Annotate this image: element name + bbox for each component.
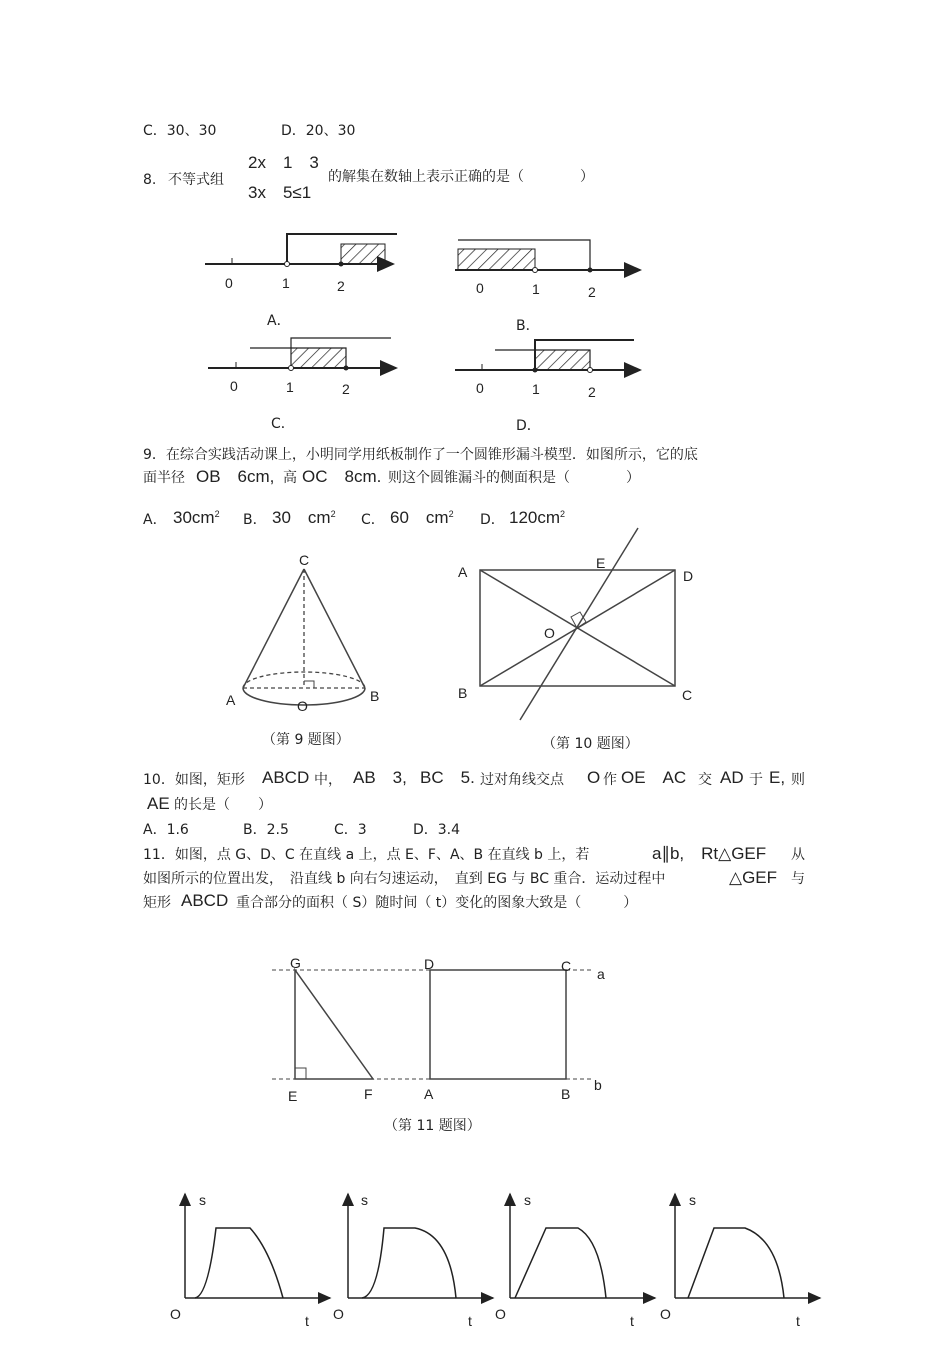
tick-b-0: 0 xyxy=(476,280,484,296)
q11-line2: 如图所示的位置出发， 沿直线 b 向右匀速运动， 直到 EG 与 BC 重合．运动过程中 xyxy=(143,871,666,887)
graph4-s: s xyxy=(689,1192,696,1208)
q11-label-e: E xyxy=(288,1088,298,1104)
q11-line2-end: 与 xyxy=(791,871,805,887)
q11-figure xyxy=(272,970,592,1079)
q9-option-c-label: C． xyxy=(361,512,385,528)
q10-rectangle-figure xyxy=(480,528,675,720)
q10-label-d: D xyxy=(683,568,694,584)
q11-line3-a: 矩形 xyxy=(143,895,171,911)
graph4-t: t xyxy=(796,1313,800,1329)
q10-line1-e: 交 xyxy=(698,772,712,788)
q9-label-b: B xyxy=(370,688,380,704)
tick-a-2: 2 xyxy=(337,278,345,294)
graph2-o: O xyxy=(333,1306,344,1322)
q10-line1-a: 10．如图，矩形 xyxy=(143,772,245,788)
tick-b-2: 2 xyxy=(588,284,596,300)
q9-ob: OB 6cm, xyxy=(196,467,275,486)
graph1-o: O xyxy=(170,1306,181,1322)
number-line-c xyxy=(208,338,396,371)
q11-triangle: △GEF xyxy=(729,868,778,887)
q11-graph-1 xyxy=(185,1194,330,1298)
q11-graph-2 xyxy=(348,1194,493,1298)
q8-lead: 不等式组 xyxy=(168,172,224,188)
q9-option-a-label: A． xyxy=(143,512,167,528)
q9-label-a: A xyxy=(226,692,236,708)
q8-question-tail: 的解集在数轴上表示正确的是（ ） xyxy=(328,169,594,185)
tick-d-2: 2 xyxy=(588,384,596,400)
q9-option-d-label: D． xyxy=(480,512,505,528)
q10-line1-d: 作 xyxy=(603,772,617,788)
q9-line2-b: 高 xyxy=(283,470,297,486)
q10-option-a: A．1.6 xyxy=(143,822,189,838)
tick-d-0: 0 xyxy=(476,380,484,396)
q8-option-d: D． xyxy=(516,418,541,434)
q10-line2: 的长是（ ） xyxy=(174,797,272,813)
q11-condition: a∥b, Rt△GEF xyxy=(652,844,767,863)
q10-ae: AE xyxy=(147,794,170,813)
q10-label-b: B xyxy=(458,685,468,701)
q9-option-c: 60 $cm^2$ xyxy=(390,508,454,527)
number-line-b xyxy=(455,240,640,273)
q11-label-line-b: b xyxy=(594,1077,602,1093)
q11-label-a: A xyxy=(424,1086,434,1102)
tick-a-1: 1 xyxy=(282,275,290,291)
q9-option-a: $30cm^2$ xyxy=(173,508,220,527)
q10-option-b: B．2.5 xyxy=(243,822,289,838)
q10-label-c: C xyxy=(682,687,693,703)
q11-label-line-a: a xyxy=(597,966,605,982)
q10-label-e: E xyxy=(596,555,606,571)
q8-number: 8. xyxy=(143,172,157,188)
q10-label-a: A xyxy=(458,564,468,580)
q9-option-b-label: B． xyxy=(243,512,267,528)
q9-oc: OC 8cm. xyxy=(302,467,382,486)
q10-label-o: O xyxy=(544,625,555,641)
q11-graph-3 xyxy=(510,1194,655,1298)
q8-option-c: C． xyxy=(271,416,295,432)
number-line-a xyxy=(205,234,397,267)
q8-option-a: A． xyxy=(267,313,291,329)
q11-label-g: G xyxy=(290,955,301,971)
q10-oe-ac: OE AC xyxy=(621,768,687,787)
q11-line3-b: 重合部分的面积（ S）随时间（ t）变化的图象大致是（ ） xyxy=(236,895,638,911)
q7-option-d: D．20、30 xyxy=(281,123,356,139)
tick-a-0: 0 xyxy=(225,275,233,291)
q11-label-f: F xyxy=(364,1086,373,1102)
q10-e: E, xyxy=(769,768,786,787)
tick-d-1: 1 xyxy=(532,381,540,397)
q10-bc: BC 5. xyxy=(420,768,475,787)
q10-option-d: D．3.4 xyxy=(413,822,461,838)
graph2-t: t xyxy=(468,1313,472,1329)
q9-option-b: 30 $cm^2$ xyxy=(272,508,336,527)
q9-option-d: $120cm^2$ xyxy=(509,508,566,527)
q11-label-d: D xyxy=(424,956,435,972)
q10-ad: AD xyxy=(720,768,744,787)
q10-line1-f: 于 xyxy=(749,772,763,788)
q10-abcd: ABCD xyxy=(262,768,310,787)
q9-label-c: C xyxy=(299,552,310,568)
q9-caption: （第 9 题图） xyxy=(262,732,350,748)
q11-line1: 11．如图，点 G、D、C 在直线 a 上，点 E、F、A、B 在直线 b 上，若 xyxy=(143,847,590,863)
q9-line1: 9．在综合实践活动课上，小明同学用纸板制作了一个圆锥形漏斗模型．如图所示，它的底 xyxy=(143,447,698,463)
q10-line1-g: 则 xyxy=(791,772,805,788)
q11-abcd: ABCD xyxy=(181,891,229,910)
q7-option-c: C．30、30 xyxy=(143,123,217,139)
q10-caption: （第 10 题图） xyxy=(542,736,639,752)
graph3-s: s xyxy=(524,1192,531,1208)
q10-line1-c: 过对角线交点 xyxy=(480,772,564,788)
graph3-o: O xyxy=(495,1306,506,1322)
graph2-s: s xyxy=(361,1192,368,1208)
q9-cone-figure xyxy=(243,569,365,705)
q9-label-o: O xyxy=(297,698,308,714)
number-line-d xyxy=(455,340,640,373)
q8-system-line1: 2x 1 3 xyxy=(248,153,319,172)
q9-line2-a: 面半径 xyxy=(143,470,185,486)
q8-option-b: B． xyxy=(516,318,540,334)
graph1-t: t xyxy=(305,1313,309,1329)
tick-c-0: 0 xyxy=(230,378,238,394)
q10-ab: AB 3, xyxy=(353,768,407,787)
graph4-o: O xyxy=(660,1306,671,1322)
q10-line1-b: 中， xyxy=(314,772,342,788)
graph3-t: t xyxy=(630,1313,634,1329)
q11-label-b: B xyxy=(561,1086,571,1102)
q11-label-c: C xyxy=(561,958,572,974)
tick-c-1: 1 xyxy=(286,379,294,395)
q9-line2-c: 则这个圆锥漏斗的侧面积是（ ） xyxy=(388,470,640,486)
q10-option-c: C．3 xyxy=(334,822,367,838)
q11-graph-4 xyxy=(675,1194,820,1298)
tick-b-1: 1 xyxy=(532,281,540,297)
q11-line1-end: 从 xyxy=(791,847,805,863)
q10-o: O xyxy=(587,768,601,787)
graph1-s: s xyxy=(199,1192,206,1208)
q8-system-line2: 3x 5≤1 xyxy=(248,183,312,202)
q11-caption: （第 11 题图） xyxy=(384,1118,481,1134)
tick-c-2: 2 xyxy=(342,381,350,397)
